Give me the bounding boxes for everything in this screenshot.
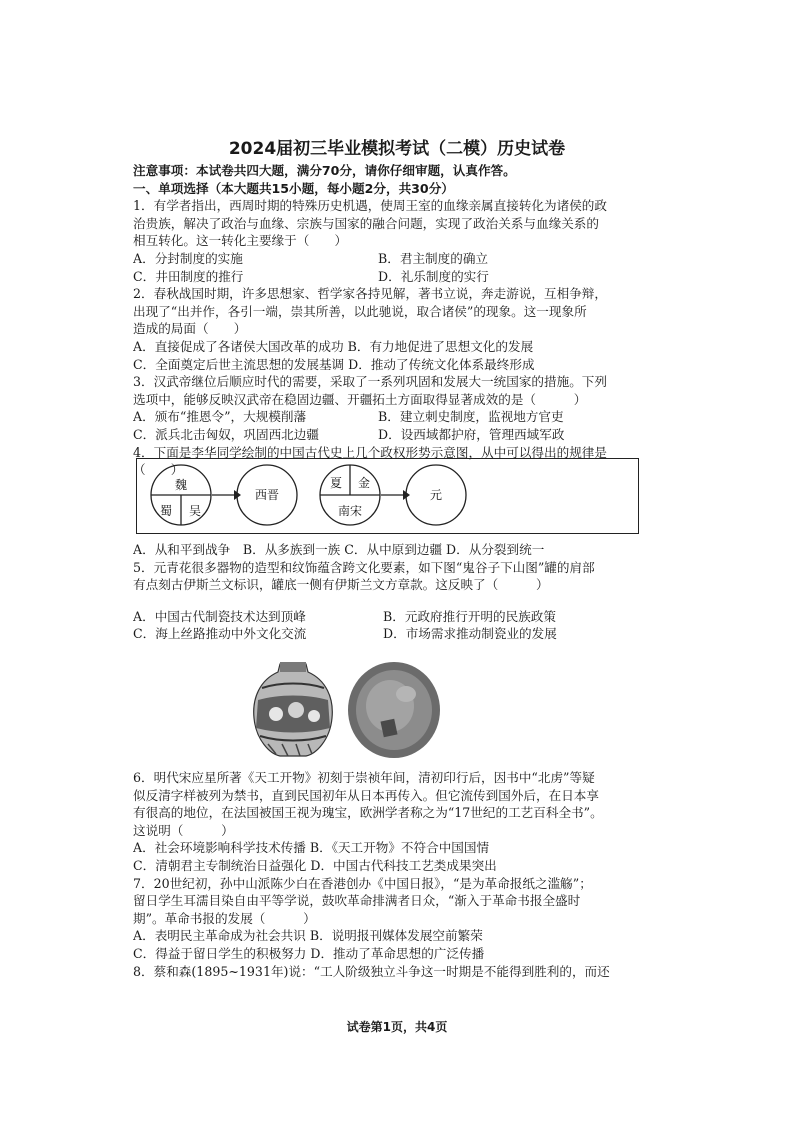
exam-body — [133, 162, 653, 479]
q7-options-cd[interactable]: C．得益于留日学生的积极努力 D．推动了革命思想的广泛传播 — [133, 945, 485, 961]
q4-options[interactable]: A．从和平到战争 B．从多族到一族 C．从中原到边疆 D．从分裂到统一 — [133, 542, 545, 557]
q3-stem-line: 3．汉武帝继位后顺应时代的需要，采取了一系列巩固和发展大一统国家的措施。下列 — [133, 374, 607, 390]
q3-option-c[interactable]: C．派兵北击匈奴，巩固西北边疆 — [133, 426, 319, 442]
q4-regime-diagram — [136, 458, 639, 534]
q1-options-row — [133, 268, 653, 286]
q5-options-row — [133, 625, 653, 643]
q5-stem-line: 5．元青花很多器物的造型和纹饰蕴含跨文化要素，如下图“鬼谷子下山图”罐的肩部 — [133, 559, 595, 575]
q6-options-ab[interactable]: A．社会环境影响科学技术传播 B．《天工开物》不符合中国国情 — [133, 840, 490, 856]
q1-stem-line: 治贵族，解决了政治与血缘、宗族与国家的融合问题，实现了政治关系与血缘关系的 — [133, 215, 599, 231]
q6-stem-line: 有很高的地位，在法国被国王视为瑰宝，欧洲学者称之为“17世纪的工艺百科全书”。 — [133, 805, 603, 821]
q1-option-c[interactable]: C．井田制度的推行 — [133, 268, 244, 284]
page-title: 2024届初三毕业模拟考试（二模）历史试卷 — [228, 139, 566, 159]
q7-stem-line: 留日学生耳濡目染自由平等学说，鼓吹革命排满者日众，“渐入于革命书报全盛时 — [133, 893, 581, 909]
q3-option-a[interactable]: A．颁布“推恩令”，大规模削藩 — [133, 409, 307, 425]
q1-stem-line: 1．有学者指出，西周时期的特殊历史机遇，使周王室的血缘亲属直接转化为诸侯的政 — [133, 198, 607, 214]
jar-photo — [250, 658, 336, 760]
q8-stem-line: 8．蔡和森(1895~1931年)说：“工人阶级独立斗争这一时期是不能得到胜利的，而还 — [133, 963, 610, 979]
exam-body-continued — [133, 541, 653, 643]
page-footer: 试卷第1页，共4页 — [346, 1020, 448, 1034]
q7-options-ab[interactable]: A．表明民主革命成为社会共识 B．说明报刊媒体发展空前繁荣 — [133, 928, 483, 944]
label-yuan: 元 — [429, 488, 443, 502]
jar-base-photo — [346, 660, 443, 760]
label-wu: 吴 — [188, 504, 202, 518]
label-shu: 蜀 — [159, 504, 173, 518]
q1-options-row — [133, 250, 653, 268]
q5-option-c[interactable]: C．海上丝路推动中外文化交流 — [133, 626, 307, 642]
q3-options-row — [133, 426, 653, 444]
q5-options-row — [133, 608, 653, 626]
label-nansong: 南宋 — [337, 504, 363, 518]
q4-stem-line: （ ） — [133, 462, 184, 478]
q1-option-b[interactable]: B．君主制度的确立 — [378, 250, 489, 266]
q3-option-b[interactable]: B．建立刺史制度，监视地方官吏 — [378, 409, 564, 425]
q2-options-ab[interactable]: A．直接促成了各诸侯大国改革的成功 B．有力地促进了思想文化的发展 — [133, 338, 534, 354]
q5-stem-line: 有点刻古伊斯兰文标识，罐底一侧有伊斯兰文方章款。这反映了（ ） — [133, 577, 549, 593]
q5-option-b[interactable]: B．元政府推行开明的民族政策 — [383, 608, 556, 624]
q6-stem-line: 这说明（ ） — [133, 822, 234, 838]
section-heading: 一、单项选择（本大题共15小题，每小题2分，共30分） — [133, 180, 454, 196]
q6-stem-line: 似反清字样被列为禁书，直到民国初年从日本再传入。但它流传到国外后，在日本享 — [133, 787, 599, 803]
q5-option-d[interactable]: D．市场需求推动制瓷业的发展 — [383, 626, 557, 642]
q3-options-row — [133, 408, 653, 426]
label-xijin: 西晋 — [254, 488, 280, 502]
label-jin: 金 — [357, 476, 371, 490]
q2-stem-line: 2．春秋战国时期，许多思想家、哲学家各持见解，著书立说，奔走游说，互相争辩， — [133, 286, 607, 302]
q5-option-a[interactable]: A．中国古代制瓷技术达到顶峰 — [133, 608, 306, 624]
jar-image — [250, 658, 336, 760]
label-xia: 夏 — [329, 476, 343, 490]
exam-body-lower — [133, 769, 653, 980]
q7-stem-line: 7．20世纪初，孙中山派陈少白在香港创办《中国日报》，“是为革命报纸之滥觞”； — [133, 875, 592, 891]
q3-stem-line: 选项中，能够反映汉武帝在稳固边疆、开疆拓土方面取得显著成效的是（ ） — [133, 391, 587, 407]
jar-base-image — [346, 660, 443, 760]
q4-stem-line: 4．下面是李华同学绘制的中国古代史上几个政权形势示意图，从中可以得出的规律是 — [133, 444, 607, 460]
label-wei: 魏 — [174, 478, 188, 492]
q7-stem-line: 期”。革命书报的发展（ ） — [133, 910, 316, 926]
q2-options-cd[interactable]: C．全面奠定后世主流思想的发展基调 D．推动了传统文化体系最终形成 — [133, 356, 535, 372]
q6-options-cd[interactable]: C．清朝君主专制统治日益强化 D．中国古代科技工艺类成果突出 — [133, 857, 497, 873]
q2-stem-line: 造成的局面（ ） — [133, 321, 247, 337]
notice: 注意事项：本试卷共四大题，满分70分，请你仔细审题，认真作答。 — [133, 163, 516, 178]
q3-option-d[interactable]: D．设西域都护府，管理西域军政 — [378, 426, 565, 442]
q4-diagram-svg — [137, 459, 640, 535]
q2-stem-line: 出现了“出并作，各引一端，崇其所善，以此驰说，取合诸侯”的现象。这一现象所 — [133, 303, 587, 319]
q1-option-d[interactable]: D．礼乐制度的实行 — [378, 268, 489, 284]
q1-stem-line: 相互转化。这一转化主要缘于（ ） — [133, 233, 348, 249]
q1-option-a[interactable]: A．分封制度的实施 — [133, 250, 243, 266]
q6-stem-line: 6．明代宋应星所著《天工开物》初刻于崇祯年间，清初印行后，因书中“北虏”等疑 — [133, 770, 595, 785]
